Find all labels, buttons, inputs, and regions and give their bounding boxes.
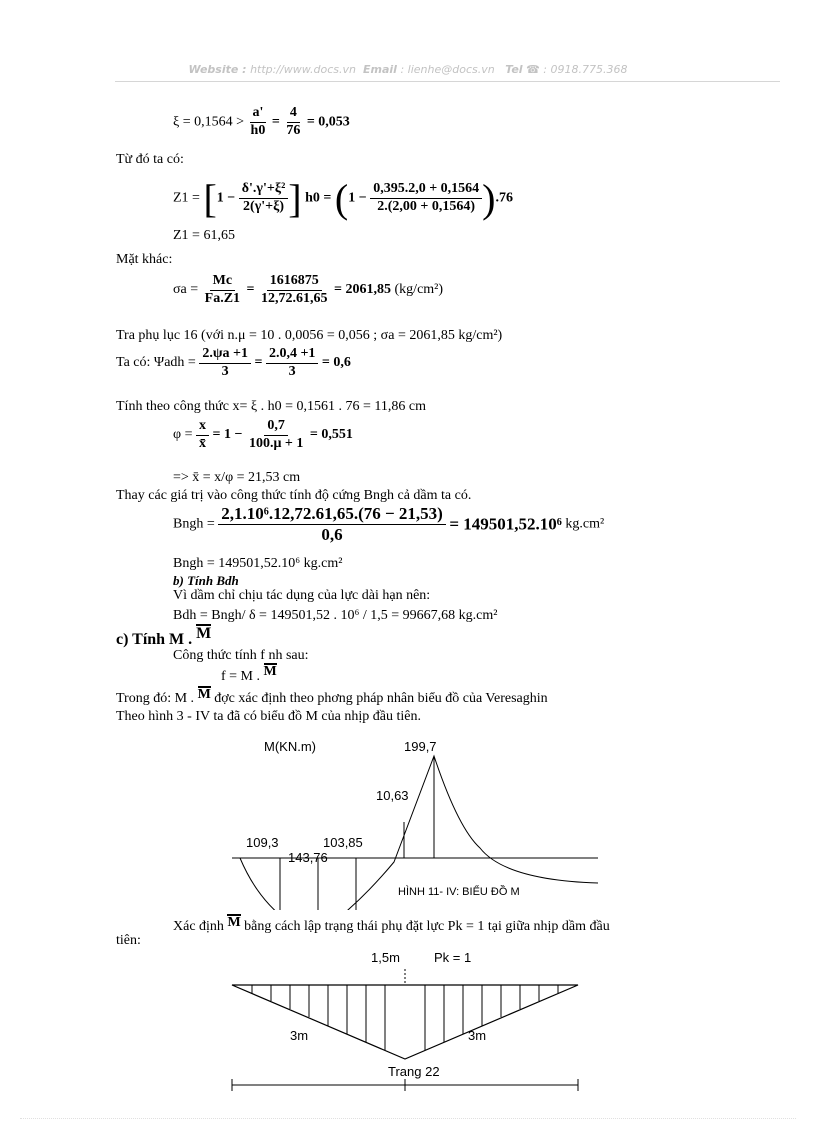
z1-formula: Z1 = [1 − $\frac{\text{δ'.γ'+ξ²}}{2(\gamma'+\xi)}$ ] h0 = (1 − $\frac{0,395.2,0 + 0,1564}{2.(2,00 + 0,1564)}$ ).76 <box>173 176 513 221</box>
moment-diagram <box>0 730 816 910</box>
mat-khac-line: Mặt khác: <box>116 252 173 267</box>
theo-hinh-line: Theo hình 3 - IV ta đã có biểu đồ M của nhịp đầu tiên. <box>116 709 421 724</box>
bngh-result: Bngh = 149501,52.10⁶ kg.cm² <box>173 556 343 571</box>
page-number: Trang 22 <box>388 1064 440 1079</box>
tinh-x-line: Tính theo công thức x= ξ . h0 = 0,1561 . 76 = 11,86 cm <box>116 399 426 414</box>
header-rule <box>115 81 780 82</box>
unit-label: M(KN.m) <box>264 739 316 754</box>
footer-rule <box>20 1118 796 1119</box>
xi-formula: ξ = 0,1564 > $\frac{a'}{h0}$ = $\frac{4}{76}$ = 0,053 <box>173 105 350 138</box>
bngh-formula: Bngh = $\frac{\text{2,1.10⁶.12,72.61,65.(76 − 21,53)}}{0,6}$ = 149501,52.10⁶ kg.cm² <box>173 504 605 544</box>
phi-formula: φ = $\frac{x}{x̄}$ = 1 − $\frac{0,7}{100.\mu + 1}$ = 0,551 <box>173 418 353 451</box>
email-value[interactable]: : lienhe@docs.vn <box>400 63 495 76</box>
section-c-heading: c) Tính M . M <box>116 625 212 648</box>
tel-label: Tel <box>505 63 523 76</box>
trong-do-line: Trong đó: M . M đợc xác định theo phơng pháp nhân biểu đồ của Veresaghin <box>116 687 548 706</box>
tra-phu-luc-line: Tra phụ lục 16 (với n.μ = 10 . 0,0056 = 0,056 ; σa = 2061,85 kg/cm²) <box>116 328 503 343</box>
phone-icon: ☎ <box>526 63 540 76</box>
pk-label: Pk = 1 <box>434 950 472 965</box>
figure-caption: HÌNH 11- IV: BIỂU ĐỒ M <box>398 886 520 898</box>
f-formula: f = M . M <box>221 664 277 684</box>
psi-formula: Ta có: Ψadh = $\frac{2.\psi a +1}{3}$ = $\frac{2.0,4 +1}{3}$ = 0,6 <box>116 346 351 379</box>
peak-label: 199,7 <box>404 739 437 754</box>
xac-dinh-line: Xác định M bằng cách lập trạng thái phụ đặt lực Pk = 1 tại giữa nhịp dầm đầu <box>173 915 610 934</box>
xbar-line: => x̄ = x/φ = 21,53 cm <box>173 470 301 485</box>
z1-result: Z1 = 61,65 <box>173 228 235 243</box>
value-label-1: 10,63 <box>376 788 409 803</box>
vi-dam-line: Vì dầm chỉ chịu tác dụng của lực dài hạn nên: <box>173 588 431 603</box>
website-url[interactable]: http://www.docs.vn <box>250 63 357 76</box>
thay-gia-tri-line: Thay các giá trị vào công thức tính độ cứng Bngh cả dầm ta có. <box>116 488 472 503</box>
tinh-bdh-heading: b) Tính Bdh <box>173 573 239 588</box>
unit-moment-diagram <box>0 945 816 1095</box>
sigma-formula: σa = $\frac{Mc}{Fa.Z1}$ = $\frac{1616875}{12,72.61,65}$ = 2061,85 (kg/cm²) <box>173 273 444 306</box>
tel-value: : 0918.775.368 <box>543 63 628 76</box>
bdh-formula: Bdh = Bngh/ δ = 149501,52 . 10⁶ / 1,5 = 99667,68 kg.cm² <box>173 608 498 623</box>
value-label-3: 103,85 <box>323 835 363 850</box>
tien-line: tiên: <box>116 933 141 948</box>
value-label-2: 109,3 <box>246 835 279 850</box>
cong-thuc-line: Công thức tính f nh sau: <box>173 648 309 663</box>
website-label: Website : <box>188 63 247 76</box>
right-span-label: 3m <box>468 1028 487 1043</box>
value-label-4: 143,76 <box>288 850 328 865</box>
span-label: 1,5m <box>371 950 400 965</box>
page-header <box>0 63 816 76</box>
email-label: Email <box>363 63 397 76</box>
triangle <box>232 985 578 1059</box>
left-span-label: 3m <box>290 1028 309 1043</box>
tu-do-line: Từ đó ta có: <box>116 152 184 167</box>
